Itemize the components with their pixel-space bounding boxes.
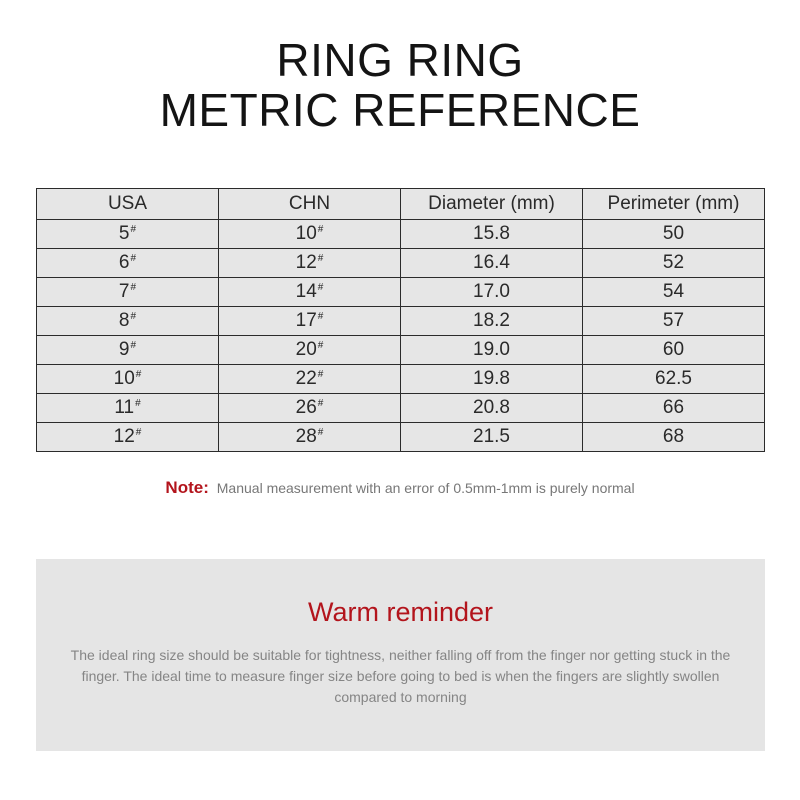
cell-usa-value: 7	[118, 281, 130, 302]
header-perimeter: Perimeter (mm)	[583, 189, 765, 220]
cell-diameter-value: 20.8	[473, 397, 510, 418]
page-title-line-1: RING RING	[276, 34, 524, 86]
cell-chn	[219, 220, 401, 249]
cell-chn-value: 20	[295, 339, 317, 360]
cell-perimeter-value: 60	[662, 339, 685, 360]
cell-chn	[219, 394, 401, 423]
reminder-text: The ideal ring size should be suitable for tightness, neither falling off from the finger nor getting stuck in the finger. The ideal time to measure finger size before going to bed is when the fingers are slightly swollen compared to morning	[70, 647, 731, 705]
size-mark: #	[130, 282, 137, 293]
header-diameter: Diameter (mm)	[401, 189, 583, 220]
cell-perimeter	[583, 249, 765, 278]
cell-usa-value: 8	[118, 310, 130, 331]
size-mark: #	[317, 282, 324, 293]
cell-diameter-value: 18.2	[473, 310, 510, 331]
size-mark: #	[317, 369, 324, 380]
cell-perimeter	[583, 278, 765, 307]
cell-usa	[37, 365, 219, 394]
cell-perimeter-value: 62.5	[655, 368, 692, 389]
cell-chn-value: 10	[295, 223, 317, 244]
cell-diameter-value: 21.5	[473, 426, 510, 447]
page-title-line-2: METRIC REFERENCE	[159, 84, 641, 136]
cell-chn	[219, 307, 401, 336]
cell-chn	[219, 423, 401, 452]
size-mark: #	[317, 224, 324, 235]
cell-diameter	[401, 336, 583, 365]
cell-chn	[219, 249, 401, 278]
size-chart-table	[36, 188, 765, 452]
cell-diameter	[401, 365, 583, 394]
cell-chn	[219, 278, 401, 307]
cell-chn	[219, 336, 401, 365]
cell-chn-value: 22	[295, 368, 317, 389]
size-mark: #	[317, 398, 324, 409]
cell-diameter	[401, 423, 583, 452]
size-mark: #	[130, 340, 137, 351]
header-chn: CHN	[219, 189, 401, 220]
table-header-row	[37, 189, 765, 220]
cell-usa-value: 6	[118, 252, 130, 273]
size-mark: #	[135, 369, 142, 380]
cell-usa	[37, 249, 219, 278]
table-row	[37, 249, 765, 278]
cell-usa-value: 9	[118, 339, 130, 360]
table-row	[37, 365, 765, 394]
cell-chn-value: 14	[295, 281, 317, 302]
cell-diameter	[401, 220, 583, 249]
cell-perimeter	[583, 394, 765, 423]
cell-usa	[37, 278, 219, 307]
cell-perimeter	[583, 365, 765, 394]
cell-diameter	[401, 307, 583, 336]
cell-perimeter	[583, 336, 765, 365]
size-mark: #	[130, 253, 137, 264]
size-mark: #	[317, 311, 324, 322]
table-row	[37, 336, 765, 365]
warm-reminder-panel	[36, 559, 765, 751]
note-line	[0, 478, 800, 498]
size-mark: #	[317, 253, 324, 264]
cell-diameter-value: 19.0	[473, 339, 510, 360]
cell-usa-value: 10	[113, 368, 135, 389]
cell-chn-value: 28	[295, 426, 317, 447]
cell-perimeter-value: 68	[662, 426, 685, 447]
cell-usa	[37, 220, 219, 249]
cell-perimeter	[583, 220, 765, 249]
cell-usa	[37, 423, 219, 452]
table-row	[37, 394, 765, 423]
cell-chn	[219, 365, 401, 394]
cell-perimeter-value: 54	[662, 281, 685, 302]
note-label: Note:	[165, 478, 209, 497]
table-row	[37, 423, 765, 452]
cell-perimeter-value: 66	[662, 397, 685, 418]
size-mark: #	[135, 427, 142, 438]
cell-diameter	[401, 278, 583, 307]
cell-perimeter-value: 50	[662, 223, 685, 244]
cell-perimeter	[583, 307, 765, 336]
cell-chn-value: 17	[295, 310, 317, 331]
cell-diameter	[401, 249, 583, 278]
cell-chn-value: 26	[295, 397, 317, 418]
cell-usa	[37, 336, 219, 365]
table-row	[37, 307, 765, 336]
cell-usa	[37, 394, 219, 423]
cell-usa-value: 12	[113, 426, 135, 447]
cell-perimeter	[583, 423, 765, 452]
cell-diameter	[401, 394, 583, 423]
cell-diameter-value: 17.0	[473, 281, 510, 302]
cell-usa-value: 5	[118, 223, 130, 244]
cell-diameter-value: 15.8	[473, 223, 510, 244]
cell-perimeter-value: 52	[662, 252, 685, 273]
table-row	[37, 220, 765, 249]
table-row	[37, 278, 765, 307]
cell-diameter-value: 19.8	[473, 368, 510, 389]
cell-chn-value: 12	[295, 252, 317, 273]
cell-usa	[37, 307, 219, 336]
size-mark: #	[130, 224, 137, 235]
size-mark: #	[317, 427, 324, 438]
cell-perimeter-value: 57	[662, 310, 685, 331]
table-body	[37, 220, 765, 452]
cell-usa-value: 11	[114, 397, 135, 418]
header-usa: USA	[37, 189, 219, 220]
size-mark: #	[317, 340, 324, 351]
cell-diameter-value: 16.4	[473, 252, 510, 273]
size-mark: #	[135, 398, 141, 409]
size-mark: #	[130, 311, 137, 322]
note-text: Manual measurement with an error of 0.5mm-1mm is purely normal	[216, 480, 635, 496]
reminder-title: Warm reminder	[307, 597, 494, 627]
